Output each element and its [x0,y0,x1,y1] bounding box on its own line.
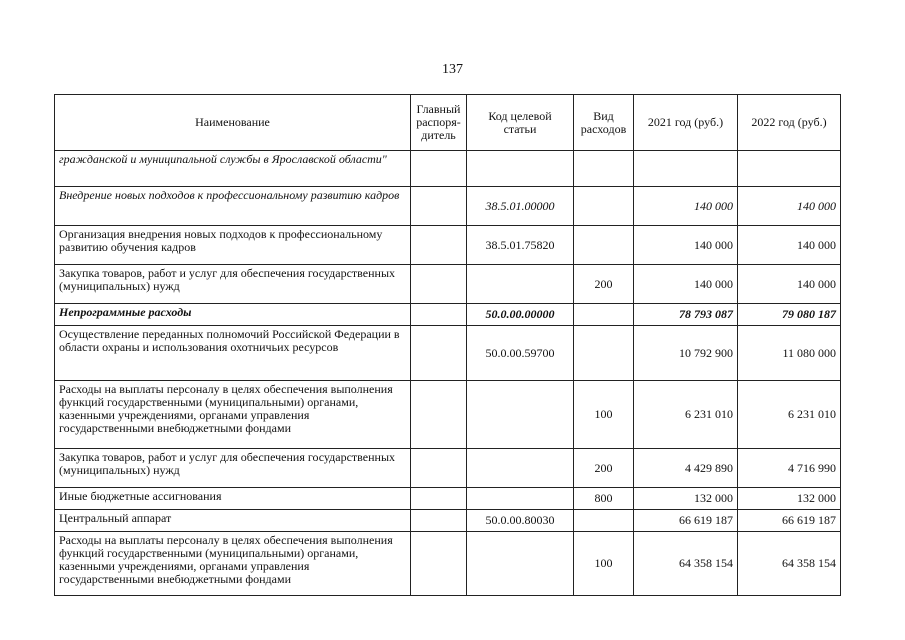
cell-name: Закупка товаров, работ и услуг для обеспечения государственных (муниципальных) нужд [55,449,411,488]
cell-type: 200 [574,265,634,304]
cell-code [467,151,574,187]
cell-type: 100 [574,381,634,449]
cell-manager [411,265,467,304]
cell-code [467,449,574,488]
cell-name: Организация внедрения новых подходов к профессиональному развитию обучения кадров [55,226,411,265]
table-row [55,510,841,532]
cell-y2022: 79 080 187 [738,304,841,326]
cell-name: гражданской и муниципальной службы в Ярославской области" [55,151,411,187]
table-row [55,151,841,187]
cell-y2022: 6 231 010 [738,381,841,449]
header-manager: Главный распоря-дитель [411,95,467,151]
cell-y2021: 78 793 087 [634,304,738,326]
cell-name: Закупка товаров, работ и услуг для обеспечения государственных (муниципальных) нужд [55,265,411,304]
cell-y2022: 64 358 154 [738,532,841,596]
cell-y2021 [634,151,738,187]
cell-type: 100 [574,532,634,596]
table-row [55,265,841,304]
cell-name: Иные бюджетные ассигнования [55,488,411,510]
cell-y2022: 140 000 [738,226,841,265]
cell-code [467,265,574,304]
cell-type [574,326,634,381]
cell-y2021: 4 429 890 [634,449,738,488]
cell-y2021: 6 231 010 [634,381,738,449]
cell-code: 50.0.00.59700 [467,326,574,381]
cell-manager [411,532,467,596]
cell-code: 38.5.01.00000 [467,187,574,226]
cell-type [574,304,634,326]
cell-y2021: 132 000 [634,488,738,510]
cell-manager [411,326,467,381]
table-row [55,449,841,488]
cell-manager [411,151,467,187]
cell-y2022: 66 619 187 [738,510,841,532]
cell-manager [411,187,467,226]
cell-y2021: 66 619 187 [634,510,738,532]
cell-y2021: 140 000 [634,265,738,304]
cell-manager [411,510,467,532]
cell-name: Центральный аппарат [55,510,411,532]
cell-name: Осуществление переданных полномочий Российской Федерации в области охраны и использования охотничьих ресурсов [55,326,411,381]
cell-y2022 [738,151,841,187]
cell-type: 200 [574,449,634,488]
table-row [55,304,841,326]
table-row [55,187,841,226]
cell-name: Внедрение новых подходов к профессиональному развитию кадров [55,187,411,226]
cell-y2021: 140 000 [634,226,738,265]
cell-code [467,532,574,596]
cell-type [574,226,634,265]
table-row [55,488,841,510]
table-row [55,226,841,265]
budget-table [54,94,841,596]
table-row [55,326,841,381]
cell-name: Расходы на выплаты персоналу в целях обеспечения выполнения функций государственными (муниципальными) органами, казенными учреждениями, органами управления государственными внебюджетными фондами [55,381,411,449]
cell-name: Непрограммные расходы [55,304,411,326]
cell-code [467,381,574,449]
cell-manager [411,381,467,449]
header-2021: 2021 год (руб.) [634,95,738,151]
cell-manager [411,226,467,265]
cell-type: 800 [574,488,634,510]
cell-code: 50.0.00.00000 [467,304,574,326]
cell-y2022: 140 000 [738,265,841,304]
cell-y2021: 10 792 900 [634,326,738,381]
cell-type [574,151,634,187]
header-type: Вид расходов [574,95,634,151]
table-row [55,532,841,596]
table-row [55,381,841,449]
cell-type [574,187,634,226]
cell-manager [411,488,467,510]
cell-y2022: 132 000 [738,488,841,510]
cell-y2021: 140 000 [634,187,738,226]
page-number: 137 [442,62,463,77]
header-2022: 2022 год (руб.) [738,95,841,151]
cell-code: 38.5.01.75820 [467,226,574,265]
cell-name: Расходы на выплаты персоналу в целях обеспечения выполнения функций государственными (муниципальными) органами, казенными учреждениями, органами управления государственными внебюджетными фондами [55,532,411,596]
header-name: Наименование [55,95,411,151]
cell-manager [411,304,467,326]
cell-y2021: 64 358 154 [634,532,738,596]
cell-y2022: 140 000 [738,187,841,226]
cell-code [467,488,574,510]
cell-y2022: 11 080 000 [738,326,841,381]
cell-y2022: 4 716 990 [738,449,841,488]
table-header-row [55,95,841,151]
cell-type [574,510,634,532]
header-code: Код целевой статьи [467,95,574,151]
cell-manager [411,449,467,488]
table-body [55,151,841,596]
cell-code: 50.0.00.80030 [467,510,574,532]
